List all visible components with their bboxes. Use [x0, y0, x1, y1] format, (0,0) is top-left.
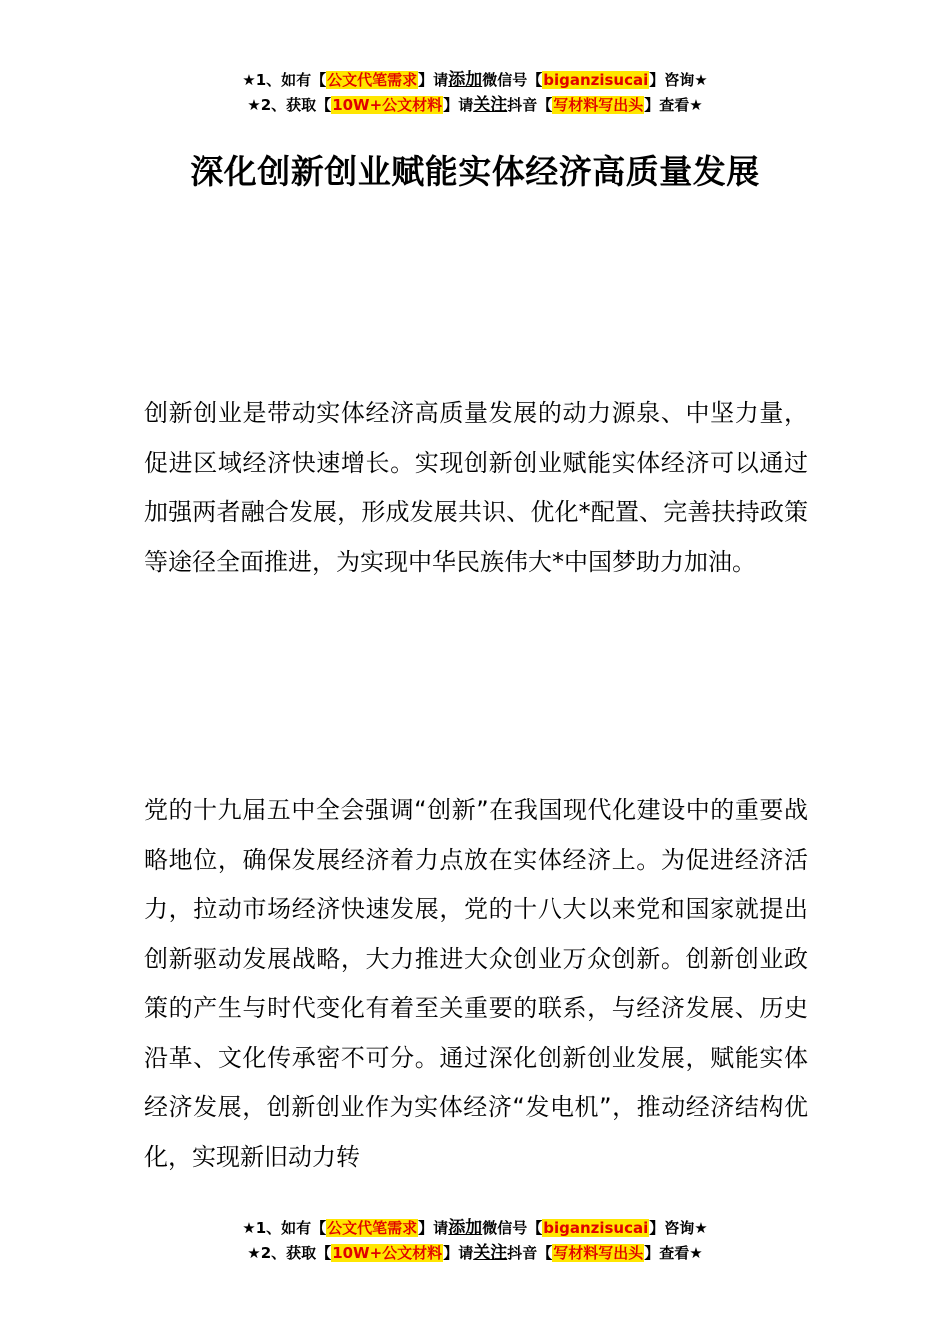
- ad-text: 】请: [418, 1219, 449, 1237]
- body-paragraph-2: 党的十九届五中全会强调“创新”在我国现代化建设中的重要战略地位，确保发展经济着力点放在实体经济上。为促进经济活力，拉动市场经济快速发展，党的十八大以来党和国家就提出创新驱动发展战略，大力推进大众创业万众创新。创新创业政策的产生与时代变化有着至关重要的联系，与经济发展、历史沿革、文化传承密不可分。通过深化创新创业发展，赋能实体经济发展，创新创业作为实体经济“发电机”，推动经济结构优化，实现新旧动力转: [144, 796, 808, 1171]
- ad-highlight-service: 公文代笔需求: [327, 1219, 418, 1237]
- header-ad-line-2: [0, 93, 950, 118]
- ad-highlight-douyin: 写材料写出头: [553, 96, 644, 114]
- footer-ad-line-1: [0, 1216, 950, 1241]
- ad-text: 微信号【: [482, 71, 543, 89]
- ad-emphasis: 关注: [473, 1243, 508, 1263]
- page-title: 深化创新创业赋能实体经济高质量发展: [190, 152, 760, 191]
- ad-emphasis: 添加: [448, 1218, 483, 1238]
- ad-highlight-materials: 10W+公文材料: [332, 96, 443, 114]
- ad-text: 】查看★: [644, 1244, 703, 1262]
- header-ad: [0, 68, 950, 118]
- ad-text: ★2、获取【: [247, 96, 332, 114]
- ad-highlight-douyin: 写材料写出头: [553, 1244, 644, 1262]
- ad-text: 】请: [418, 71, 449, 89]
- ad-highlight-materials: 10W+公文材料: [332, 1244, 443, 1262]
- ad-highlight-service: 公文代笔需求: [327, 71, 418, 89]
- ad-text: 抖音【: [507, 96, 553, 114]
- footer-ad: [0, 1216, 950, 1266]
- ad-emphasis: 关注: [473, 95, 508, 115]
- ad-text: 抖音【: [507, 1244, 553, 1262]
- ad-text: 】咨询★: [649, 1219, 708, 1237]
- ad-text: ★1、如有【: [242, 71, 327, 89]
- ad-text: 】请: [443, 1244, 474, 1262]
- ad-text: 微信号【: [482, 1219, 543, 1237]
- ad-text: 】咨询★: [649, 71, 708, 89]
- ad-text: 】请: [443, 96, 474, 114]
- ad-text: ★2、获取【: [247, 1244, 332, 1262]
- ad-highlight-wechat-id: biganzisucai: [543, 71, 649, 89]
- ad-emphasis: 添加: [448, 70, 483, 90]
- body-paragraph-1: 创新创业是带动实体经济高质量发展的动力源泉、中坚力量，促进区域经济快速增长。实现创新创业赋能实体经济可以通过加强两者融合发展，形成发展共识、优化*配置、完善扶持政策等途径全面推进，为实现中华民族伟大*中国梦助力加油。: [144, 399, 808, 576]
- ad-highlight-wechat-id: biganzisucai: [543, 1219, 649, 1237]
- ad-text: ★1、如有【: [242, 1219, 327, 1237]
- footer-ad-line-2: [0, 1241, 950, 1266]
- header-ad-line-1: [0, 68, 950, 93]
- ad-text: 】查看★: [644, 96, 703, 114]
